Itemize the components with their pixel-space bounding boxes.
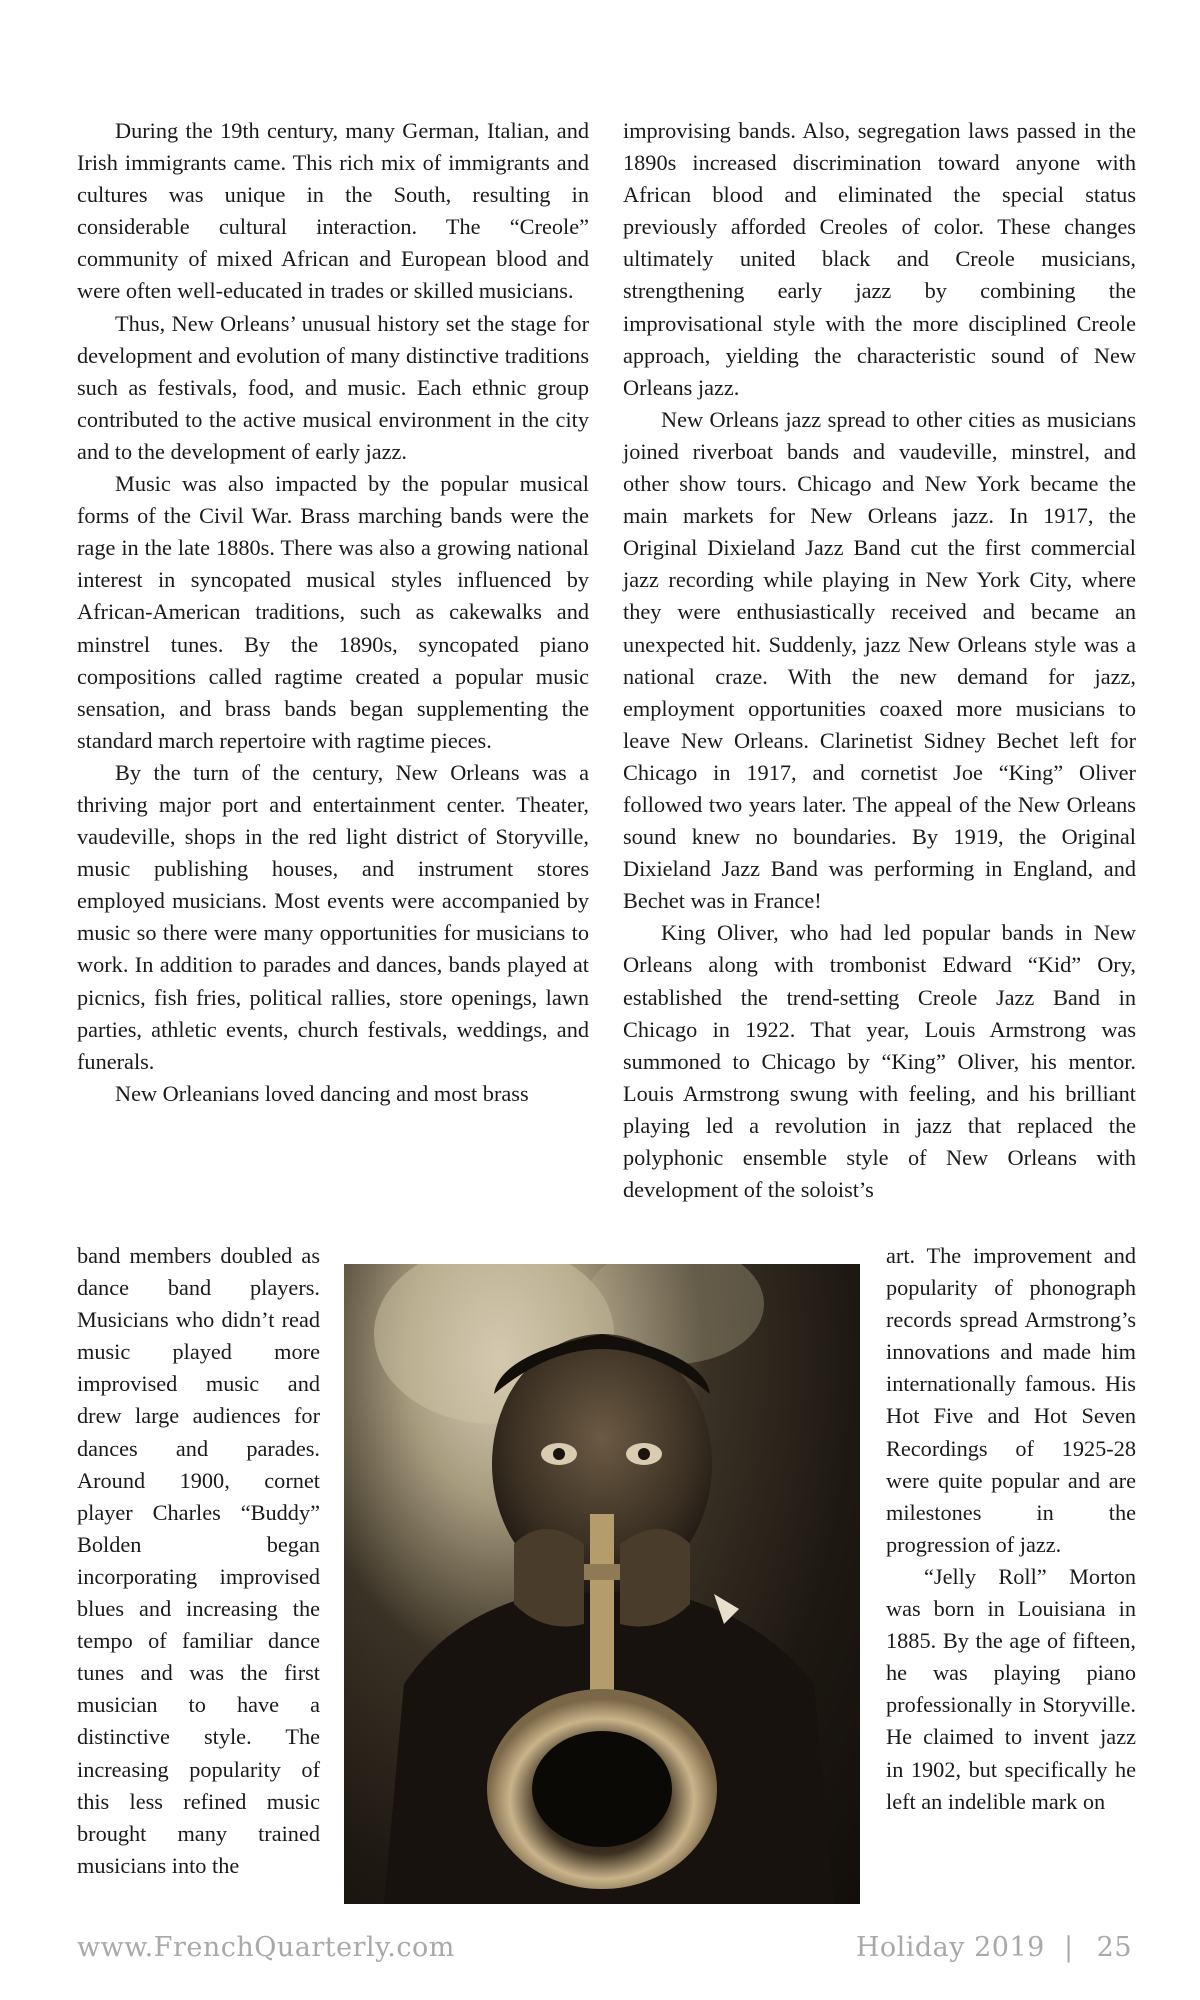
right-column-wrap — [886, 1240, 1136, 1818]
paragraph-continued: art. The improvement and popularity of phonograph records spread Armstrong’s innovations and made him internationally famous. His Hot Five and Hot Seven Recordings of 1925-28 were quite popular and are milestones in the progression of jazz. — [886, 1243, 1136, 1557]
paragraph: By the turn of the century, New Orleans was a thriving major port and entertainment center. Theater, vaudeville, shops in the red light district of Storyville, music publishing houses, and instrument stores employed musicians. Most events were accompanied by music so there were many opportunities for musicians to work. In addition to parades and dances, bands played at picnics, fish fries, political rallies, store openings, lawn parties, athletic events, church festivals, weddings, and funerals. — [77, 759, 589, 1074]
footer-issue-info — [856, 1932, 1132, 1963]
right-column — [623, 115, 1136, 1206]
paragraph-continued: improvising bands. Also, segregation laws passed in the 1890s increased discrimination toward anyone with African blood and eliminated the special status previously afforded Creoles of color. These changes ultimately united black and Creole musicians, strengthening early jazz by combining the improvisational style with the more disciplined Creole approach, yielding the characteristic sound of New Orleans jazz. — [623, 118, 1136, 400]
paragraph: “Jelly Roll” Morton was born in Louisiana in 1885. By the age of fifteen, he was playing piano professionally in Storyville. He claimed to invent jazz in 1902, but specifically he left an indelible mark on — [886, 1563, 1136, 1814]
footer-url: www.FrenchQuarterly.com — [77, 1932, 455, 1963]
trumpet-player-photo — [344, 1264, 860, 1904]
left-column — [77, 115, 589, 1110]
paragraph: During the 19th century, many German, Italian, and Irish immigrants came. This rich mix of immigrants and cultures was unique in the South, resulting in considerable cultural interaction. The “Creole” community of mixed African and European blood and were often well-educated in trades or skilled musicians. — [77, 118, 589, 304]
paragraph: New Orleanians loved dancing and most brass — [115, 1080, 529, 1106]
paragraph: King Oliver, who had led popular bands in New Orleans along with trombonist Edward “Kid” Ory, established the trend-setting Creole Jazz Band in Chicago in 1922. That year, Louis Armstrong was summoned to Chicago by “King” Oliver, his mentor. Louis Armstrong swung with feeling, and his brilliant playing led a revolution in jazz that replaced the polyphonic ensemble style of New Orleans with development of the soloist’s — [623, 920, 1136, 1203]
paragraph: Music was also impacted by the popular musical forms of the Civil War. Brass marching bands were the rage in the late 1880s. There was also a growing national interest in syncopated musical styles influenced by African-American traditions, such as cakewalks and minstrel tunes. By the 1890s, syncopated piano compositions called ragtime created a popular music sensation, and brass bands began supplementing the standard march repertoire with ragtime pieces. — [77, 471, 589, 753]
separator: | — [1063, 1932, 1074, 1963]
issue-label: Holiday 2019 — [855, 1932, 1045, 1963]
paragraph: New Orleans jazz spread to other cities as musicians joined riverboat bands and vaudeville, minstrel, and other show tours. Chicago and New York became the main markets for New Orleans jazz. In 1917, the Original Dixieland Jazz Band cut the first commercial jazz recording while playing in New York City, where they were enthusiastically received and became an unexpected hit. Suddenly, jazz New Orleans style was a national craze. With the new demand for jazz, employment opportunities coaxed more musicians to leave New Orleans. Clarinetist Sidney Bechet left for Chicago in 1917, and cornetist Joe “King” Oliver followed two years later. The appeal of the New Orleans sound knew no boundaries. By 1919, the Original Dixieland Jazz Band was performing in England, and Bechet was in France! — [623, 406, 1136, 914]
paragraph-continued: band members doubled as dance band players. Musicians who didn’t read music played more improvised music and drew large audiences for dances and parades. Around 1900, cornet player Charles “Buddy” Bolden began incorporating improvised blues and increasing the tempo of familiar dance tunes and was the first musician to have a distinctive style. The increasing popularity of this less refined music brought many trained musicians into the — [77, 1243, 320, 1878]
paragraph: Thus, New Orleans’ unusual history set the stage for development and evolution of many distinctive traditions such as festivals, food, and music. Each ethnic group contributed to the active musical environment in the city and to the development of early jazz. — [77, 310, 589, 464]
photo-illustration — [344, 1264, 860, 1904]
page-number: 25 — [1096, 1932, 1132, 1963]
left-column-wrap — [77, 1240, 320, 1882]
